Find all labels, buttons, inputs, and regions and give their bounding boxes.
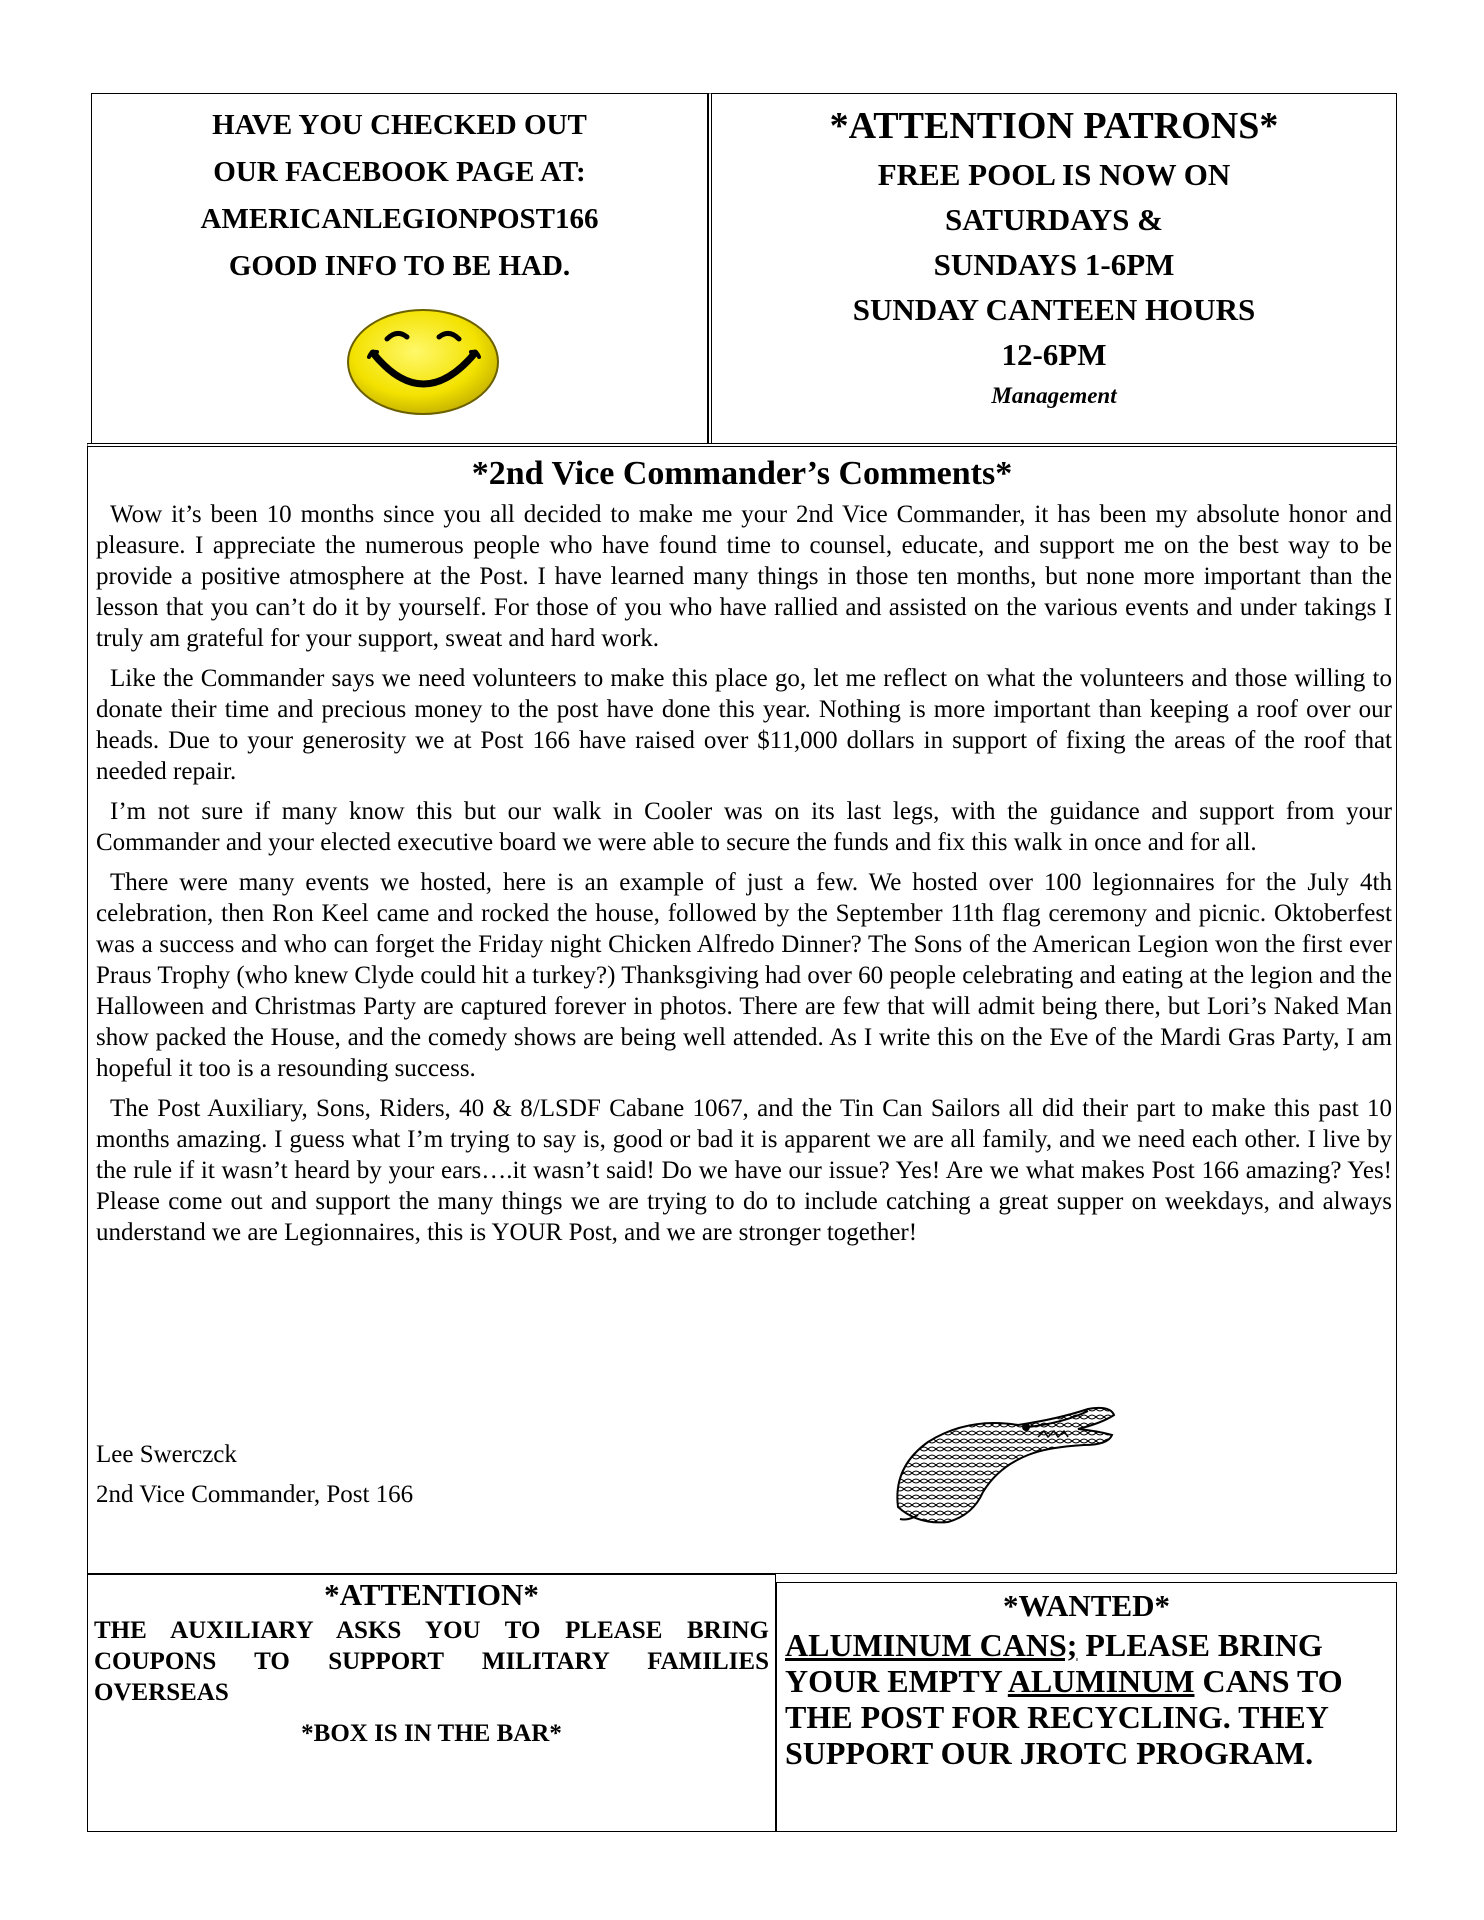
attention-body: THE AUXILIARY ASKS YOU TO PLEASE BRING COUPONS TO SUPPORT MILITARY FAMILIES OVERSEAS [94,1617,769,1706]
wanted-underlined-text: ALUMINUM [1007,1663,1195,1699]
patrons-line-2: SATURDAYS & [945,202,1163,237]
attention-title: *ATTENTION* [324,1577,539,1612]
auxiliary-attention-notice [87,1574,776,1832]
facebook-line-3: AMERICANLEGIONPOST166 [200,203,599,235]
comments-paragraph: Wow it’s been 10 months since you all decided to make me your 2nd Vice Commander, it has been my absolute honor and pleasure. I appreciate the numerous people who have found time to counsel, educate, and support me on the best way to be provide a positive atmosphere at the Post. I have learned many things in those ten months, but none more important than the lesson that you can’t do it by yourself. For those of you who have rallied and assisted on the various events and under takings I truly am grateful for your support, sweat and hard work. [96,501,1392,652]
comments-signature [96,1435,413,1515]
attention-note: *BOX IS IN THE BAR* [301,1720,562,1747]
facebook-text [92,102,707,290]
comments-paragraph: I’m not sure if many know this but our walk in Cooler was on its last legs, with the guidance and support from your Commander and your elected executive board we were able to secure the funds and fix this walk in once and for all. [96,798,1392,856]
comments-body [96,499,1392,1257]
facebook-line-2: OUR FACEBOOK PAGE AT: [213,156,586,188]
vice-commander-comments [87,443,1397,1574]
patrons-title: *ATTENTION PATRONS* [829,105,1279,147]
facebook-notice [91,93,708,444]
wanted-title: *WANTED* [1002,1588,1171,1623]
comments-paragraph: Like the Commander says we need volunteers to make this place go, let me reflect on what the volunteers and those willing to donate their time and precious money to the post have done this year. Nothing is more important than keeping a roof over our heads. Due to your generosity we at Post 166 have raised over $11,000 dollars in support of fixing the areas of the roof that needed repair. [96,665,1392,785]
comments-heading: *2nd Vice Commander’s Comments* [471,455,1013,492]
patrons-line-1: FREE POOL IS NOW ON [877,157,1231,192]
wanted-text: PLEASE BRING YOUR EMPTY [785,1627,1323,1699]
smiley-face-icon [345,307,501,417]
comments-paragraph: There were many events we hosted, here is an example of just a few. We hosted over 100 legionnaires for the July 4th celebration, then Ron Keel came and rocked the house, followed by the September 11th flag ceremony and picnic. Oktoberfest was a success and who can forget the Friday night Chicken Alfredo Dinner? The Sons of the American Legion won the first ever Praus Trophy (who knew Clyde could hit a turkey?) Thanksgiving had over 60 people celebrating and eating at the legion and the Halloween and Christmas Party are captured forever in photos. There are few that will admit being there, but Lori’s Naked Man show packed the House, and the comedy shows are being well attended. As I write this on the Eve of the Mardi Gras Party, I am hopeful it too is a resounding success. [96,869,1392,1082]
author-title: 2nd Vice Commander, Post 166 [96,1481,414,1508]
facebook-line-1: HAVE YOU CHECKED OUT [212,109,587,141]
patrons-line-4: SUNDAY CANTEEN HOURS [852,292,1256,327]
wanted-underlined-text: ALUMINUM CANS; [785,1627,1078,1663]
wanted-text: CANS TO THE POST FOR RECYCLING. THEY SUPPORT OUR JROTC PROGRAM. [785,1663,1343,1771]
wanted-notice [776,1582,1397,1832]
alligator-icon [888,1397,1118,1527]
patrons-signature: Management [991,383,1117,408]
author-name: Lee Swerczck [96,1441,237,1468]
comments-paragraph: The Post Auxiliary, Sons, Riders, 40 & 8/LSDF Cabane 1067, and the Tin Can Sailors all did their part to make this past 10 months amazing. I guess what I’m trying to say is, good or bad it is apparent we are all family, and we need each other. I live by the rule if it wasn’t heard by your ears….it wasn’t said! Do we have our issue? Yes! Are we what makes Post 166 amazing? Yes! Please come out and support the many things we are trying to do to include catching a great supper on weekdays, and always understand we are Legionnaires, this is YOUR Post, and we are stronger together! [96,1095,1392,1246]
attention-patrons-notice [708,93,1397,444]
patrons-line-5: 12-6PM [1001,337,1107,372]
patrons-line-3: SUNDAYS 1-6PM [933,247,1175,282]
facebook-line-4: GOOD INFO TO BE HAD. [228,250,571,282]
wanted-body [777,1627,1396,1771]
